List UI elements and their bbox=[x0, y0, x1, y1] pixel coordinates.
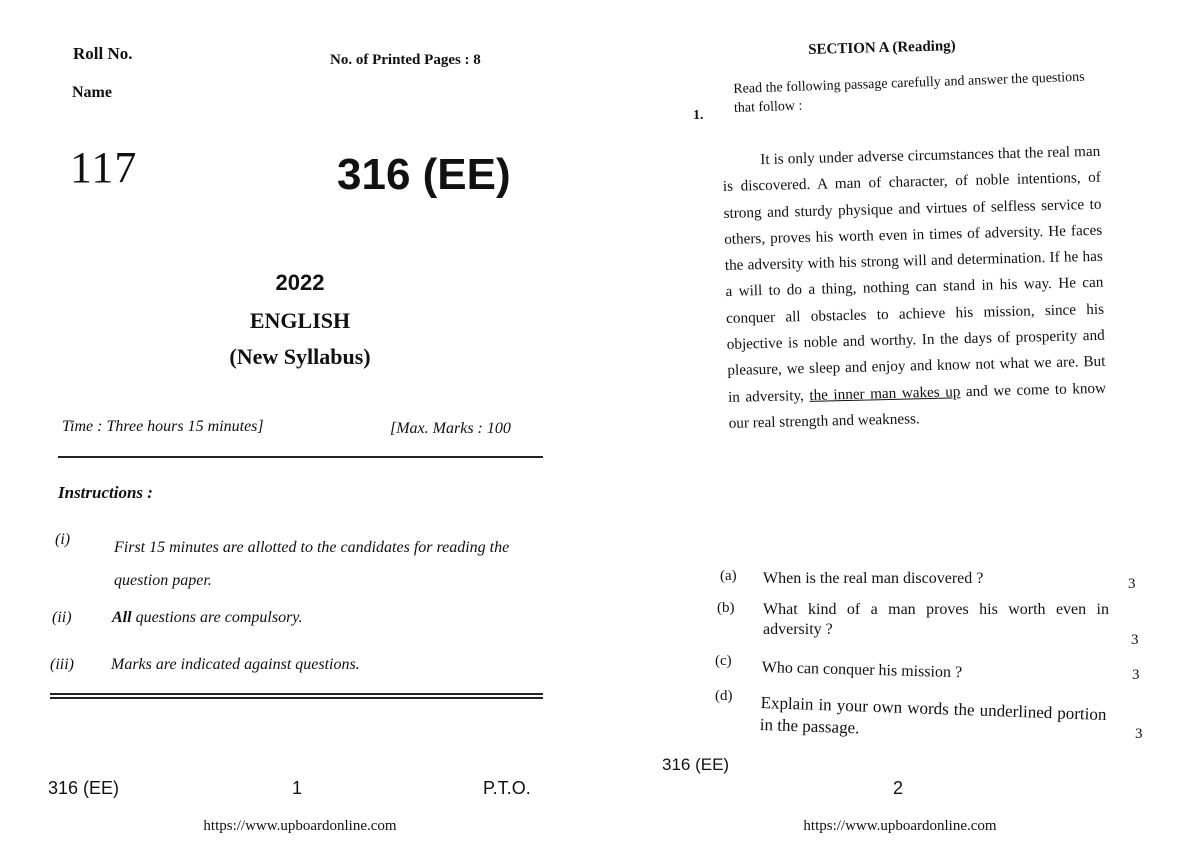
subquestion-marks: 3 bbox=[1135, 726, 1143, 742]
instructions-heading: Instructions : bbox=[58, 483, 153, 502]
instruction-number: (ii) bbox=[52, 609, 72, 626]
footer-url: https://www.upboardonline.com bbox=[203, 818, 397, 834]
instruction-bold-word: All bbox=[112, 609, 132, 626]
instruction-number: (iii) bbox=[50, 656, 74, 673]
printed-pages-count: No. of Printed Pages : 8 bbox=[330, 52, 481, 68]
instruction-text: First 15 minutes are allotted to the candidates for reading the question paper. bbox=[114, 539, 510, 589]
subquestion-marks: 3 bbox=[1128, 576, 1136, 592]
subquestion-letter: (b) bbox=[717, 600, 735, 616]
subquestion-text: What kind of a man proves his worth even in adversity ? bbox=[763, 601, 1109, 638]
subquestion-letter: (d) bbox=[715, 688, 733, 704]
syllabus-label: (New Syllabus) bbox=[229, 344, 371, 369]
subject-title: ENGLISH bbox=[249, 308, 351, 333]
subquestion-text: Who can conquer his mission ? bbox=[761, 658, 963, 682]
instruction-text-rest: questions are compulsory. bbox=[131, 609, 303, 626]
max-marks: [Max. Marks : 100 bbox=[390, 420, 511, 437]
footer-page-number: 1 bbox=[292, 778, 303, 798]
footer-url: https://www.upboardonline.com bbox=[803, 818, 997, 834]
question-text: Read the following passage carefully and answer the questions that follow : bbox=[733, 69, 1085, 116]
reading-passage bbox=[722, 139, 1107, 437]
divider bbox=[58, 456, 543, 458]
passage-text: and we come to know our real strength and weakness. bbox=[728, 379, 1107, 432]
section-heading: SECTION A (Reading) bbox=[808, 38, 956, 58]
name-label: Name bbox=[72, 84, 112, 101]
footer-paper-code: 316 (EE) bbox=[662, 755, 730, 774]
exam-year: 2022 bbox=[275, 270, 325, 295]
instruction-text bbox=[112, 609, 303, 627]
roll-no-label: Roll No. bbox=[73, 44, 133, 63]
instruction-number: (i) bbox=[55, 531, 71, 548]
footer-paper-code: 316 (EE) bbox=[48, 778, 120, 798]
subquestion-marks: 3 bbox=[1131, 632, 1139, 648]
divider bbox=[50, 693, 543, 695]
instruction-text: Marks are indicated against questions. bbox=[111, 656, 360, 673]
passage-text: It is only under adverse circumstances that the real man is discovered. A man of character, of noble intentions, of strong and sturdy physique and virtues of selfless service to others, proves his worth even in times of adversity. He faces the adversity with his strong will and determination. If he has a will to do a thing, nothing can stand in his way. He can conquer all obstacles to achieve his mission, since his objective is noble and worthy. In the days of prosperity and pleasure, we sleep and enjoy and know not what we are. But in adversity, bbox=[722, 142, 1106, 406]
subquestion-text: Explain in your own words the underlined portion in the passage. bbox=[759, 692, 1107, 738]
divider bbox=[50, 697, 543, 699]
paper-code-title: 316 (EE) bbox=[337, 150, 511, 199]
question-number: 1. bbox=[693, 108, 704, 123]
footer-page-number: 2 bbox=[893, 778, 904, 798]
subquestion-marks: 3 bbox=[1132, 667, 1140, 683]
subquestion-text: When is the real man discovered ? bbox=[763, 570, 984, 587]
footer-pto: P.T.O. bbox=[483, 778, 531, 798]
handwritten-number: 117 bbox=[70, 143, 138, 192]
subquestion-letter: (a) bbox=[720, 568, 737, 584]
time-allowed: Time : Three hours 15 minutes] bbox=[62, 418, 264, 435]
subquestion-letter: (c) bbox=[715, 653, 732, 669]
passage-underlined-text: the inner man wakes up bbox=[809, 382, 961, 404]
